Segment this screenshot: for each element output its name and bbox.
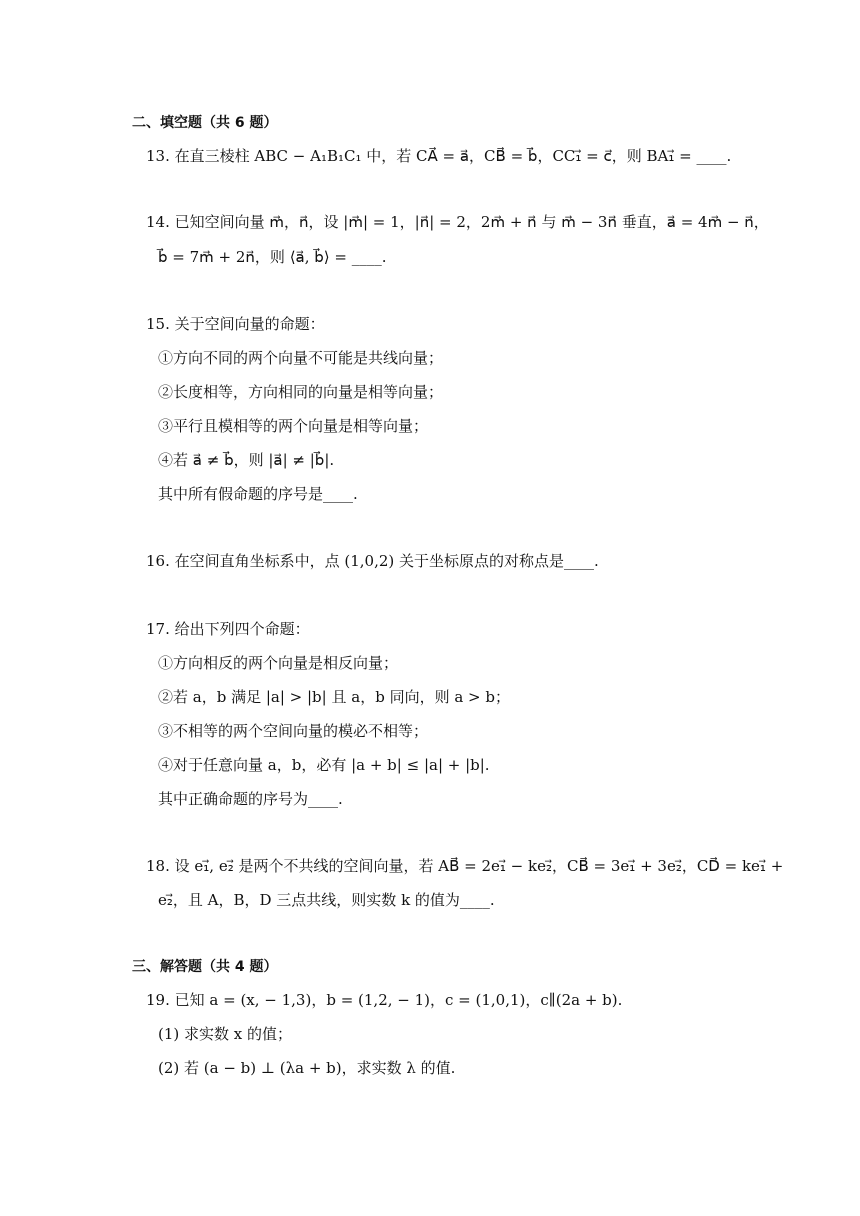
problem-15-item-4: ④若 a⃗ ≠ b⃗，则 |a⃗| ≠ |b⃗|. bbox=[158, 451, 335, 469]
problem-15-item-1: ①方向不同的两个向量不可能是共线向量； bbox=[158, 349, 444, 367]
problem-18-line-1: 18. 设 e₁⃗, e₂⃗ 是两个不共线的空间向量，若 AB⃗ = 2e₁⃗ − ke₂⃗，CB⃗ = 3e₁⃗ + 3e₂⃗，CD⃗ = ke₁⃗ + bbox=[146, 857, 784, 875]
problem-15-question: 其中所有假命题的序号是____. bbox=[158, 485, 358, 503]
problem-18-line-2: e₂⃗，且 A，B，D 三点共线，则实数 k 的值为____. bbox=[158, 891, 495, 909]
problem-19-part-1: (1) 求实数 x 的值； bbox=[158, 1025, 293, 1043]
problem-17-item-2: ②若 a，b 满足 |a| > |b| 且 a，b 同向，则 a > b； bbox=[158, 688, 510, 706]
problem-16-line-1: 16. 在空间直角坐标系中，点 (1,0,2) 关于坐标原点的对称点是____. bbox=[146, 552, 599, 570]
problem-19-part-2: (2) 若 (a − b) ⊥ (λa + b)，求实数 λ 的值. bbox=[158, 1059, 456, 1077]
problem-14-line-1: 14. 已知空间向量 m⃗，n⃗，设 |m⃗| = 1，|n⃗| = 2，2m⃗ + n⃗ 与 m⃗ − 3n⃗ 垂直，a⃗ = 4m⃗ − n⃗， bbox=[146, 213, 769, 231]
section-heading-fill-in: 二、填空题（共 6 题） bbox=[132, 115, 278, 131]
problem-15-item-3: ③平行且模相等的两个向量是相等向量； bbox=[158, 417, 429, 435]
problem-17-question: 其中正确命题的序号为____. bbox=[158, 790, 343, 808]
problem-14-line-2: b⃗ = 7m⃗ + 2n⃗，则 ⟨a⃗, b⃗⟩ = ____. bbox=[158, 248, 387, 266]
problem-17-item-3: ③不相等的两个空间向量的模必不相等； bbox=[158, 722, 429, 740]
problem-15-line-1: 15. 关于空间向量的命题： bbox=[146, 315, 325, 333]
problem-13-line-1: 13. 在直三棱柱 ABC − A₁B₁C₁ 中，若 CA⃗ = a⃗，CB⃗ = b⃗，CC₁⃗ = c⃗，则 BA₁⃗ = ____. bbox=[146, 147, 732, 165]
problem-17-item-4: ④对于任意向量 a，b，必有 |a + b| ≤ |a| + |b|. bbox=[158, 756, 490, 774]
section-heading-answer: 三、解答题（共 4 题） bbox=[132, 959, 278, 975]
problem-15-item-2: ②长度相等，方向相同的向量是相等向量； bbox=[158, 383, 444, 401]
problem-19-line-1: 19. 已知 a = (x, − 1,3)，b = (1,2, − 1)，c = (1,0,1)，c∥(2a + b). bbox=[146, 991, 623, 1009]
problem-17-line-1: 17. 给出下列四个命题： bbox=[146, 620, 310, 638]
problem-17-item-1: ①方向相反的两个向量是相反向量； bbox=[158, 654, 399, 672]
